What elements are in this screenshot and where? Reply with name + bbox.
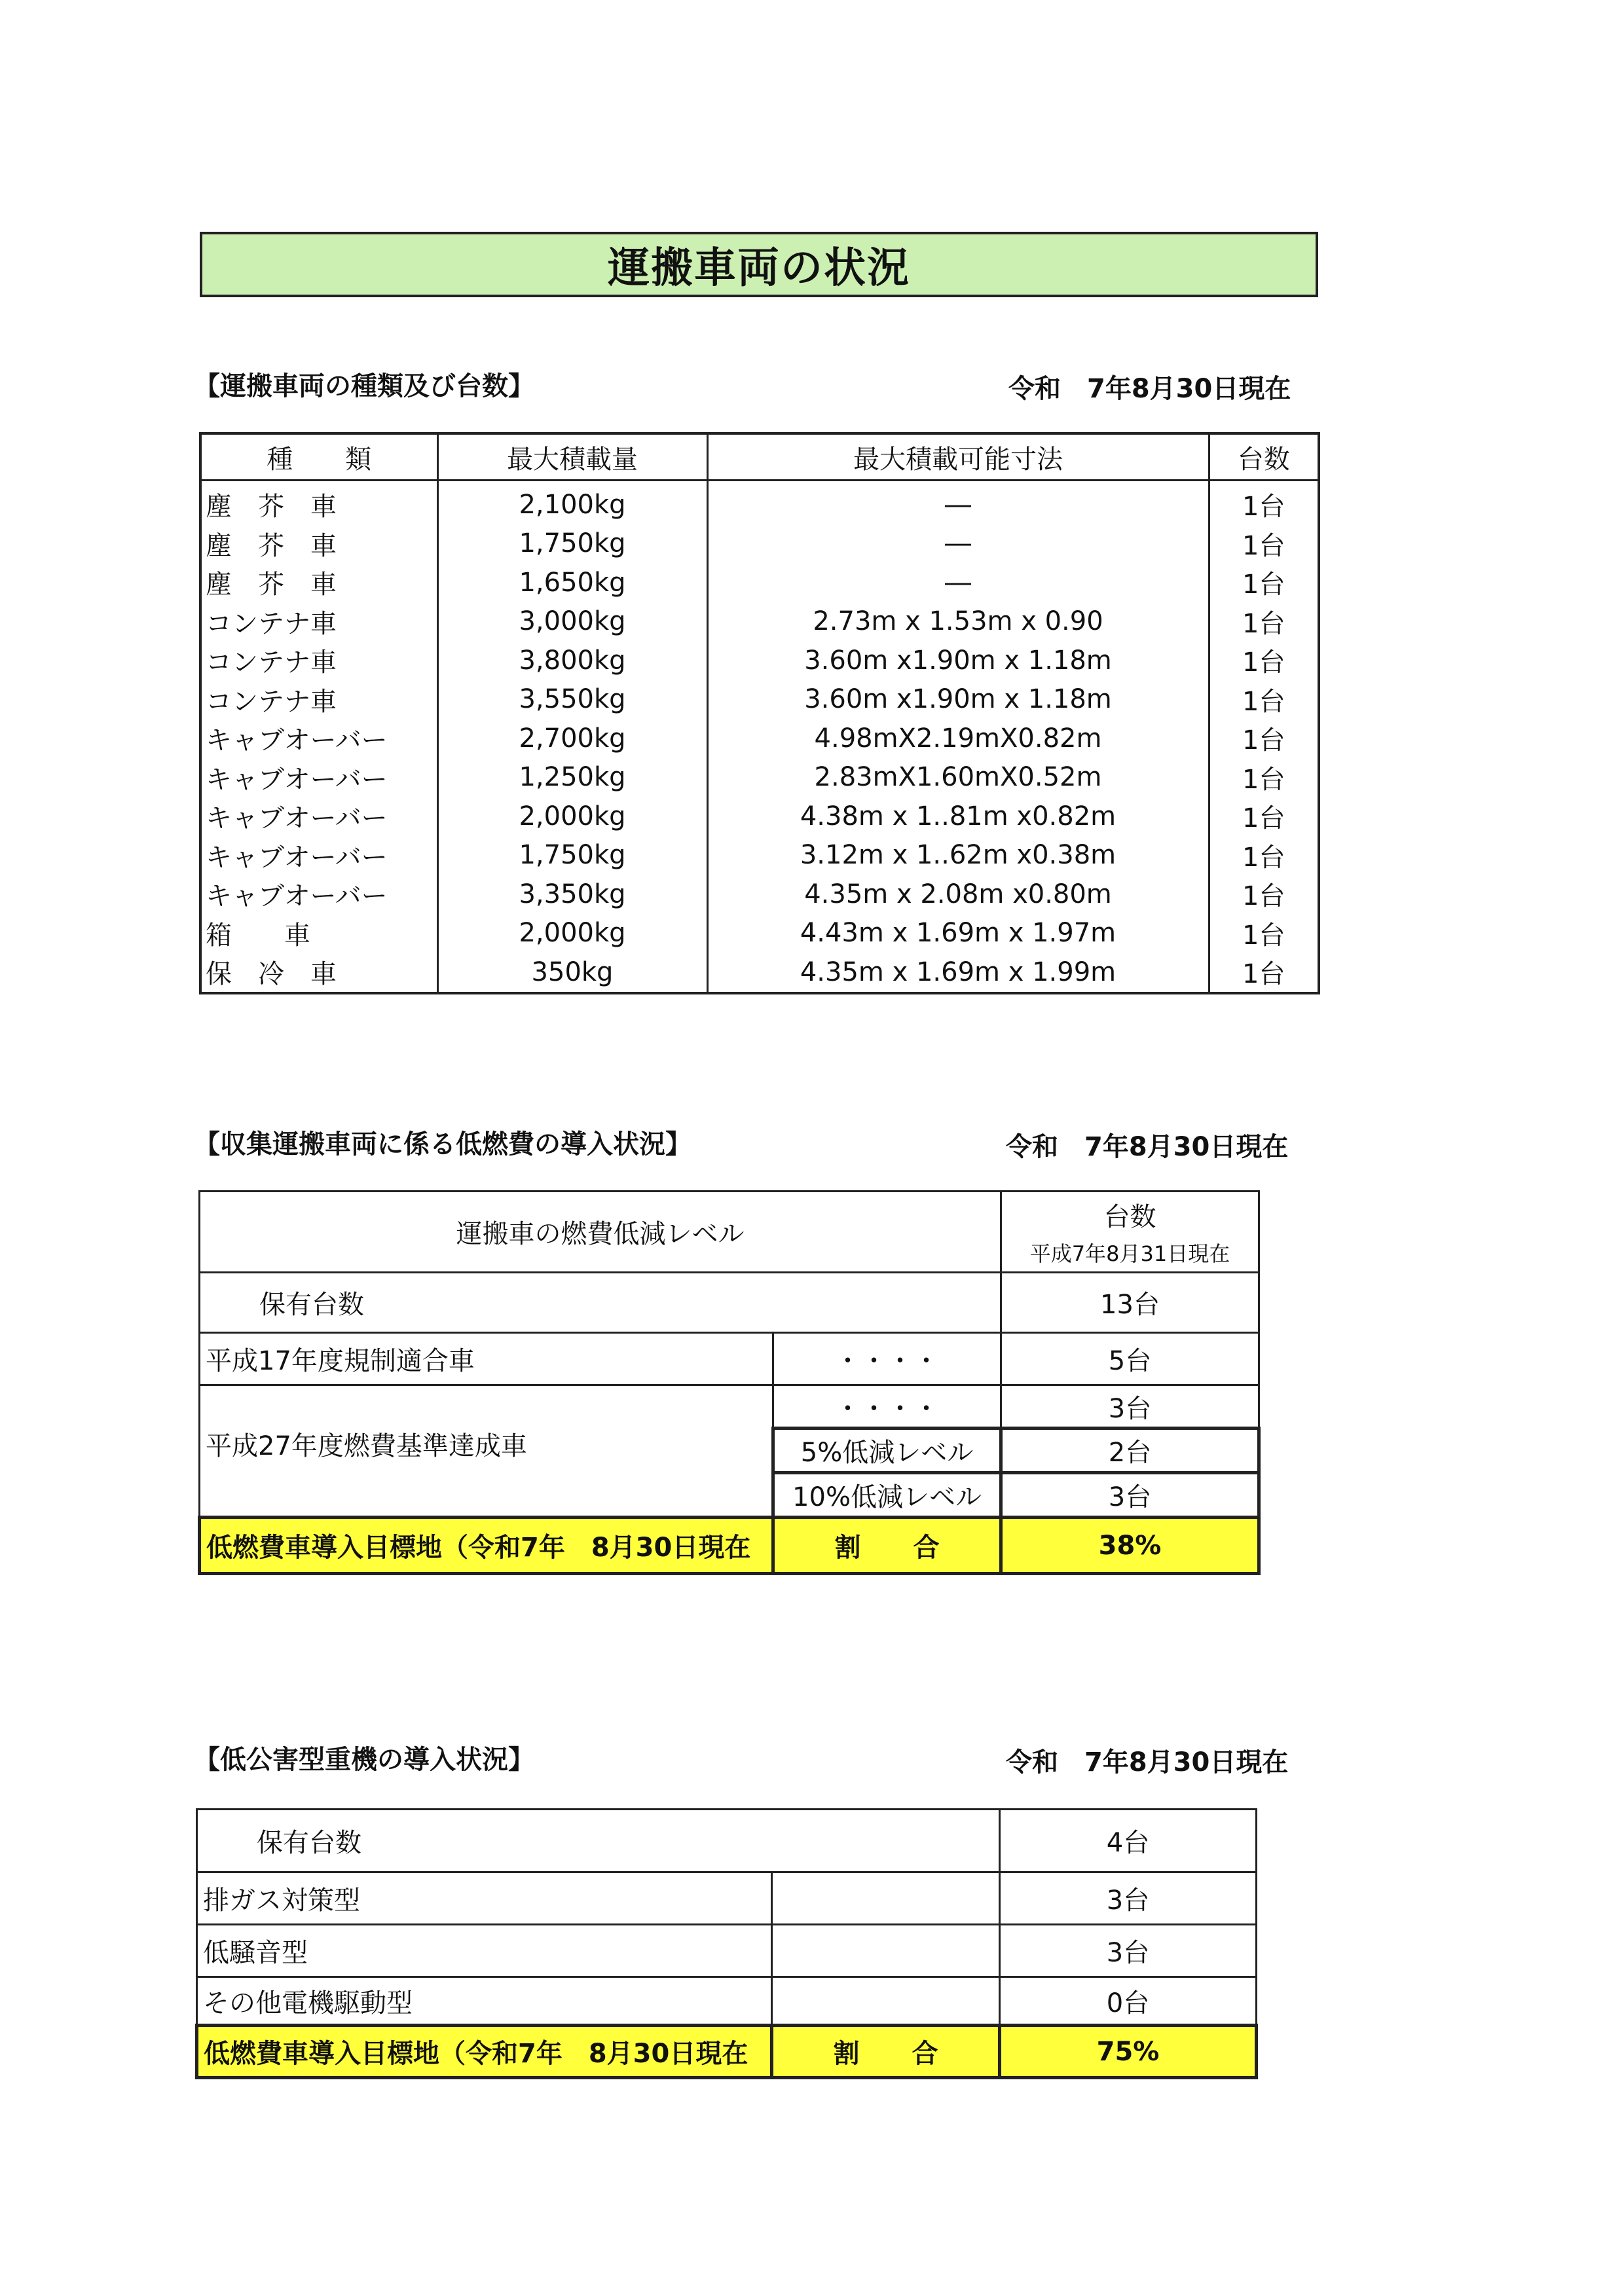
fuel-efficiency-table xyxy=(198,1190,1261,1575)
section2-date: 令和 7年8月30日現在 xyxy=(1006,1132,1289,1162)
h17-dots: ・・・・ xyxy=(773,1333,1001,1385)
low-pollution-table xyxy=(195,1808,1258,2079)
vehicle-dims: ― xyxy=(707,524,1209,564)
vehicle-type: コンテナ車 xyxy=(200,680,437,720)
vehicle-count: 1台 xyxy=(1209,602,1319,642)
owned-label: 保有台数 xyxy=(200,1273,1001,1333)
vehicle-dims: 4.35m x 1.69m x 1.99m xyxy=(707,953,1209,993)
count-header-date: 平成7年8月31日現在 xyxy=(1029,1241,1230,1266)
vehicle-type: キャブオーバー xyxy=(200,758,437,797)
blank-cell xyxy=(772,1872,1000,1925)
target-label: 低燃費車導入目標地（令和7年 8月30日現在 xyxy=(197,2026,772,2078)
table-row xyxy=(200,524,1319,564)
table-row xyxy=(200,953,1319,993)
vehicle-load: 1,650kg xyxy=(437,563,707,602)
vehicle-dims: 3.60m x1.90m x 1.18m xyxy=(707,641,1209,680)
vehicle-count: 1台 xyxy=(1209,797,1319,836)
vehicle-type: 保 冷 車 xyxy=(200,953,437,993)
target-row xyxy=(200,1518,1259,1574)
vehicle-type: 塵 芥 車 xyxy=(200,481,437,524)
vehicle-load: 2,000kg xyxy=(437,797,707,836)
table-header-row xyxy=(200,1192,1259,1273)
ratio-value: 75% xyxy=(1000,2026,1257,2078)
page-title: 運搬車両の状況 xyxy=(200,232,1318,297)
h27-count: 3台 xyxy=(1001,1385,1259,1429)
table-row xyxy=(200,563,1319,602)
vehicle-dims: 2.73m x 1.53m x 0.90 xyxy=(707,602,1209,642)
header-max-load: 最大積載量 xyxy=(437,433,707,481)
table-row xyxy=(200,1273,1259,1333)
vehicle-load: 350kg xyxy=(437,953,707,993)
section1-date: 令和 7年8月30日現在 xyxy=(1008,374,1291,404)
vehicle-count: 1台 xyxy=(1209,758,1319,797)
vehicle-load: 3,800kg xyxy=(437,641,707,680)
vehicle-count: 1台 xyxy=(1209,641,1319,680)
table-row xyxy=(200,641,1319,680)
blank-cell xyxy=(772,1925,1000,1977)
vehicle-dims: 4.43m x 1.69m x 1.97m xyxy=(707,914,1209,953)
vehicle-count: 1台 xyxy=(1209,953,1319,993)
vehicle-dims: 4.35m x 2.08m x0.80m xyxy=(707,875,1209,914)
vehicle-dims: 4.98mX2.19mX0.82m xyxy=(707,719,1209,758)
vehicle-load: 3,350kg xyxy=(437,875,707,914)
level10-count: 3台 xyxy=(1001,1473,1259,1518)
h17-label: 平成17年度規制適合車 xyxy=(200,1333,773,1385)
table-row xyxy=(200,1333,1259,1385)
vehicle-type: キャブオーバー xyxy=(200,797,437,836)
table-row xyxy=(200,797,1319,836)
header-max-dimensions: 最大積載可能寸法 xyxy=(707,433,1209,481)
owned-count: 13台 xyxy=(1001,1273,1259,1333)
vehicle-dims: 3.12m x 1..62m x0.38m xyxy=(707,836,1209,875)
vehicle-count: 1台 xyxy=(1209,719,1319,758)
vehicle-type: 箱 車 xyxy=(200,914,437,953)
ratio-label: 割 合 xyxy=(773,1518,1001,1574)
machine-type: 低騒音型 xyxy=(197,1925,772,1977)
header-type: 種 類 xyxy=(200,433,437,481)
machine-type: その他電機駆動型 xyxy=(197,1977,772,2026)
vehicle-load: 3,550kg xyxy=(437,680,707,720)
table-row xyxy=(197,1925,1257,1977)
table-row xyxy=(200,875,1319,914)
vehicle-count: 1台 xyxy=(1209,914,1319,953)
table-row xyxy=(197,1810,1257,1872)
level10-label: 10%低減レベル xyxy=(773,1473,1001,1518)
level5-label: 5%低減レベル xyxy=(773,1429,1001,1473)
vehicle-count: 1台 xyxy=(1209,836,1319,875)
vehicle-type: コンテナ車 xyxy=(200,641,437,680)
vehicle-load: 3,000kg xyxy=(437,602,707,642)
vehicle-type: 塵 芥 車 xyxy=(200,563,437,602)
vehicle-type: キャブオーバー xyxy=(200,836,437,875)
vehicle-load: 2,100kg xyxy=(437,481,707,524)
vehicle-dims: ― xyxy=(707,563,1209,602)
ratio-value: 38% xyxy=(1001,1518,1259,1574)
machine-count: 3台 xyxy=(1000,1872,1257,1925)
machine-count: 3台 xyxy=(1000,1925,1257,1977)
vehicle-load: 2,700kg xyxy=(437,719,707,758)
table-row xyxy=(200,1385,1259,1429)
table-header-row xyxy=(200,433,1319,481)
vehicle-dims: 2.83mX1.60mX0.52m xyxy=(707,758,1209,797)
vehicle-count: 1台 xyxy=(1209,481,1319,524)
target-row xyxy=(197,2026,1257,2078)
table-row xyxy=(197,1977,1257,2026)
vehicle-load: 1,250kg xyxy=(437,758,707,797)
machine-type: 排ガス対策型 xyxy=(197,1872,772,1925)
vehicle-load: 2,000kg xyxy=(437,914,707,953)
vehicle-dims: ― xyxy=(707,481,1209,524)
vehicle-type: 塵 芥 車 xyxy=(200,524,437,564)
section2-heading: 【収集運搬車両に係る低燃費の導入状況】 xyxy=(194,1129,692,1159)
ratio-label: 割 合 xyxy=(772,2026,1000,2078)
table-row xyxy=(200,914,1319,953)
vehicle-type: キャブオーバー xyxy=(200,875,437,914)
vehicle-dims: 3.60m x1.90m x 1.18m xyxy=(707,680,1209,720)
owned-label: 保有台数 xyxy=(197,1810,1000,1872)
vehicle-load: 1,750kg xyxy=(437,524,707,564)
vehicle-count: 1台 xyxy=(1209,563,1319,602)
header-count: 台数 xyxy=(1209,433,1319,481)
section3-heading: 【低公害型重機の導入状況】 xyxy=(194,1745,534,1775)
section3-date: 令和 7年8月30日現在 xyxy=(1006,1747,1289,1777)
machine-count: 0台 xyxy=(1000,1977,1257,2026)
table-row xyxy=(200,602,1319,642)
h27-dots: ・・・・ xyxy=(773,1385,1001,1429)
table-row xyxy=(200,481,1319,524)
vehicle-count: 1台 xyxy=(1209,875,1319,914)
vehicle-type: コンテナ車 xyxy=(200,602,437,642)
fuel-level-header: 運搬車の燃費低減レベル xyxy=(200,1192,1001,1273)
count-header-cell xyxy=(1001,1192,1259,1273)
table-row xyxy=(197,1872,1257,1925)
h17-count: 5台 xyxy=(1001,1333,1259,1385)
level5-count: 2台 xyxy=(1001,1429,1259,1473)
section1-heading: 【運搬車両の種類及び台数】 xyxy=(194,371,534,401)
vehicle-type: キャブオーバー xyxy=(200,719,437,758)
vehicle-count: 1台 xyxy=(1209,524,1319,564)
table-row xyxy=(200,836,1319,875)
vehicle-count: 1台 xyxy=(1209,680,1319,720)
target-label: 低燃費車導入目標地（令和7年 8月30日現在 xyxy=(200,1518,773,1574)
table-row xyxy=(200,719,1319,758)
vehicle-dims: 4.38m x 1..81m x0.82m xyxy=(707,797,1209,836)
vehicle-table xyxy=(199,432,1320,994)
table-row xyxy=(200,680,1319,720)
owned-count: 4台 xyxy=(1000,1810,1257,1872)
blank-cell xyxy=(772,1977,1000,2026)
table-row xyxy=(200,758,1319,797)
vehicle-load: 1,750kg xyxy=(437,836,707,875)
h27-label: 平成27年度燃費基準達成車 xyxy=(200,1385,773,1518)
count-header: 台数 xyxy=(1103,1202,1156,1232)
